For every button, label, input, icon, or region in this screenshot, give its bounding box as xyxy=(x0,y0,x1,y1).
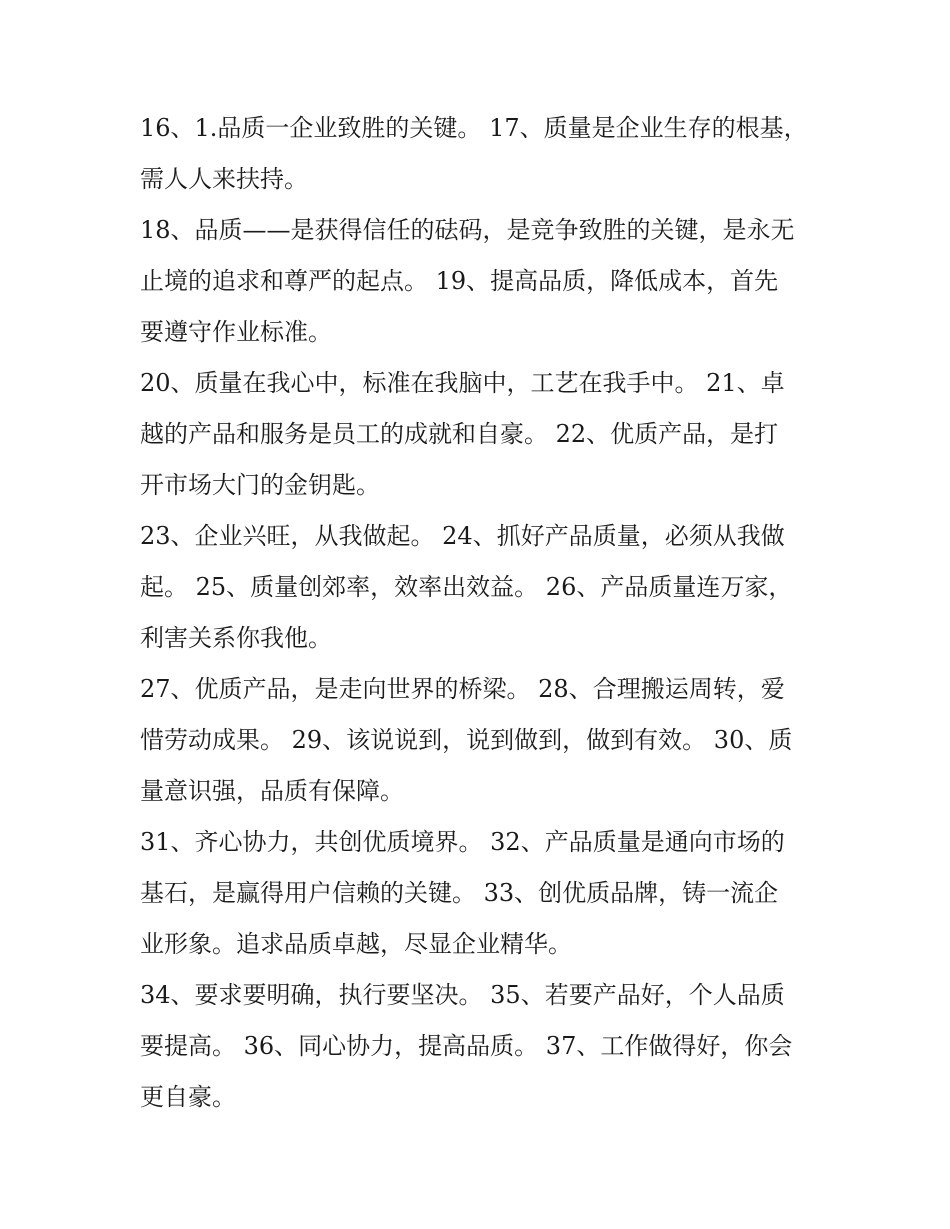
text-line: 基石，是赢得用户信赖的关键。 33、创优质品牌，铸一流企 xyxy=(140,879,779,907)
text-line: 利害关系你我他。 xyxy=(140,624,332,652)
text-line: 业形象。追求品质卓越，尽显企业精华。 xyxy=(140,930,572,958)
text-line: 要遵守作业标准。 xyxy=(140,318,332,346)
text-line: 27、优质产品，是走向世界的桥梁。 28、合理搬运周转，爱 xyxy=(140,675,785,703)
paragraph-23-26 xyxy=(140,511,820,664)
text-line: 越的产品和服务是员工的成就和自豪。 22、优质产品，是打 xyxy=(140,420,779,448)
paragraph-16-17 xyxy=(140,103,820,205)
paragraph-31-33 xyxy=(140,817,820,970)
text-line: 20、质量在我心中，标准在我脑中，工艺在我手中。 21、卓 xyxy=(140,369,785,397)
paragraph-18-19 xyxy=(140,205,820,358)
text-line: 34、要求要明确，执行要坚决。 35、若要产品好，个人品质 xyxy=(140,981,785,1009)
text-line: 16、1.品质一企业致胜的关键。 17、质量是企业生存的根基， xyxy=(140,114,808,142)
paragraph-20-22 xyxy=(140,358,820,511)
paragraph-34-37 xyxy=(140,970,820,1123)
document-body xyxy=(140,103,820,1123)
text-line: 31、齐心协力，共创优质境界。 32、产品质量是通向市场的 xyxy=(140,828,785,856)
text-line: 23、企业兴旺，从我做起。 24、抓好产品质量，必须从我做 xyxy=(140,522,785,550)
text-line: 更自豪。 xyxy=(140,1083,236,1111)
text-line: 18、品质——是获得信任的砝码，是竞争致胜的关键，是永无 xyxy=(140,216,795,244)
text-line: 止境的追求和尊严的起点。 19、提高品质，降低成本，首先 xyxy=(140,267,779,295)
text-line: 惜劳动成果。 29、该说说到，说到做到，做到有效。 30、质 xyxy=(140,726,793,754)
text-line: 起。 25、质量创郊率，效率出效益。 26、产品质量连万家， xyxy=(140,573,793,601)
text-line: 开市场大门的金钥匙。 xyxy=(140,471,380,499)
text-line: 要提高。 36、同心协力，提高品质。 37、工作做得好，你会 xyxy=(140,1032,793,1060)
paragraph-27-30 xyxy=(140,664,820,817)
text-line: 量意识强，品质有保障。 xyxy=(140,777,404,805)
text-line: 需人人来扶持。 xyxy=(140,165,308,193)
